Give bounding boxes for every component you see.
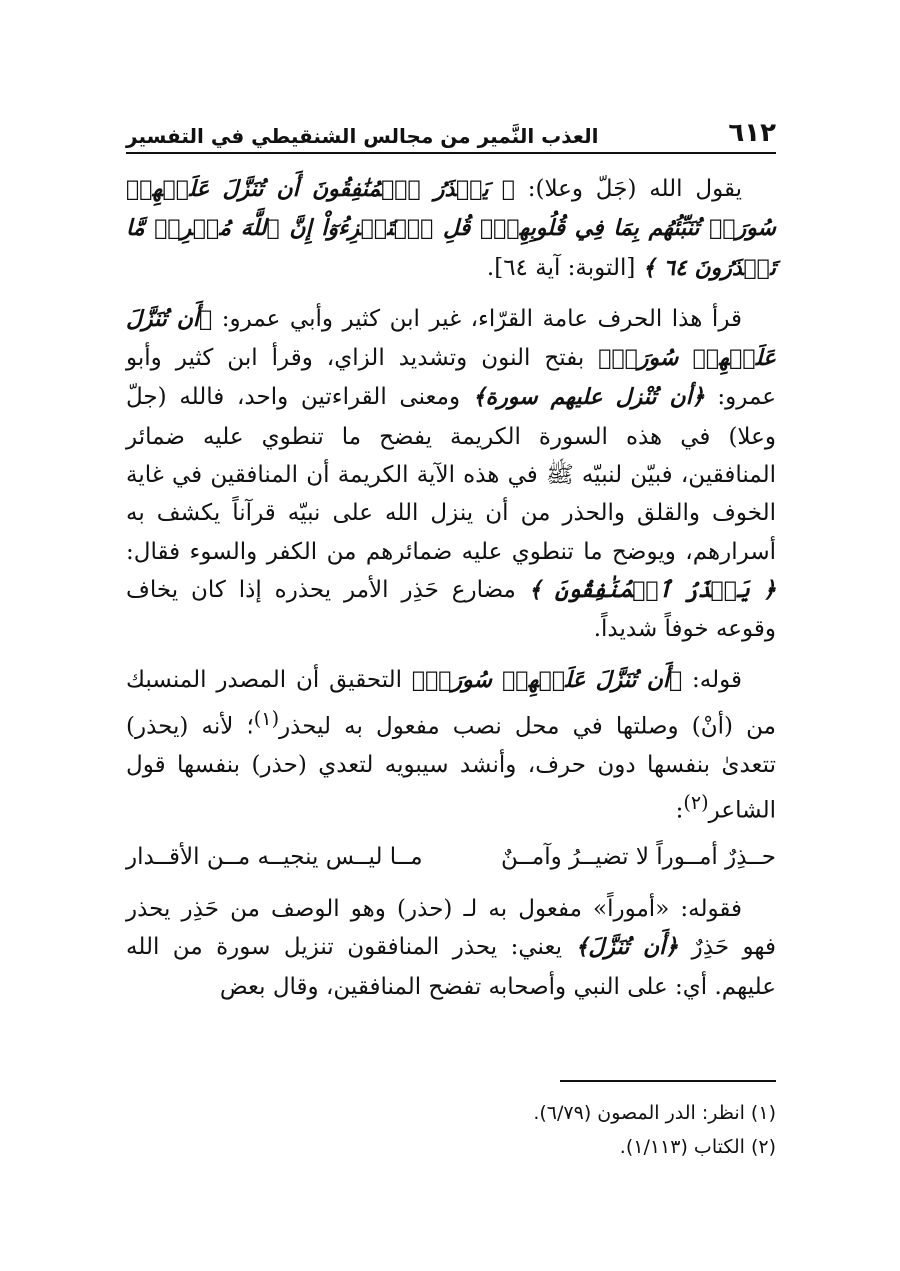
footnote-2: (٢) الكتاب (١/١١٣). bbox=[619, 1136, 776, 1158]
footnote-separator bbox=[560, 1080, 776, 1082]
paragraph-2-text-c: ومعنى القراءتين واحد، فالله (جلّ وعلا) في هذه السورة الكريمة يفضح ما تنطوي عليه ضمائر المنافقين، فبيّن لنبيّه ﷺ في هذه الآية الكريمة أن المنافقين في غاية الخوف والقلق والحذر من أن ينزل الله على نبيّه قرآناً يكشف به أسرارهم، ويوضح ما تنطوي عليه ضمائرهم من الكفر والسوء فقال: bbox=[126, 384, 776, 565]
verse-second-hemistich: مــا ليــس ينجيــه مــن الأقــدار bbox=[126, 844, 423, 871]
quran-reading-2: ﴿أن تُنْزل عليهم سورة﴾ bbox=[472, 385, 705, 411]
paragraph-3-text-c: ؛ لأنه (يحذر) تتعدىٰ بنفسها دون حرف، وأنشد سيبويه لتعدي (حذر) بنفسها قول الشاعر bbox=[126, 713, 776, 824]
verse-first-hemistich: حــذِرٌ أمــوراً لا تضيــرُ وآمــنٌ bbox=[500, 844, 776, 871]
quran-reading-1: ﴿أَن تُنَزَّلَ عَلَيۡهِمۡ سُورَةٞ﴾ bbox=[126, 306, 776, 372]
footnotes bbox=[126, 1096, 776, 1164]
verse-reference: [التوبة: آية ٦٤]. bbox=[486, 254, 643, 281]
footnote-1: (١) انظر: الدر المصون (٦/٧٩). bbox=[533, 1102, 776, 1124]
paragraph-4 bbox=[126, 890, 776, 1006]
paragraph-3 bbox=[126, 661, 776, 831]
main-text bbox=[126, 170, 776, 1006]
footnote-marker-2[interactable]: (٢) bbox=[683, 791, 709, 815]
poetry-verse bbox=[126, 838, 776, 876]
quran-quote-an-tunazzal: ﴿أَن تُنَزَّلَ﴾ bbox=[575, 935, 679, 961]
paragraph-3-text-a: قوله: bbox=[682, 666, 742, 693]
paragraph-4-text-b: يعني: يحذر المنافقون تنزيل سورة من الله عليهم. أي: على النبي وأصحابه تفضح المنافقين، وقال بعض bbox=[126, 934, 776, 1000]
quran-quote-yahdhar: ﴿ يَحۡذَرُ ٱلۡمُنَٰفِقُونَ ﴾ bbox=[528, 577, 776, 603]
paragraph-3-text-d: : bbox=[675, 797, 684, 824]
paragraph-4-text-a: فقوله: «أموراً» مفعول به لـ (حذر) وهو الوصف من حَذِر يحذر فهو حَذِرٌ bbox=[126, 896, 776, 961]
paragraph-2-text-b: بفتح النون وتشديد الزاي، وقرأ ابن كثير وأبو عمرو: bbox=[126, 345, 776, 411]
paragraph-1-intro: يقول الله (جَلّ وعلا): bbox=[514, 176, 742, 202]
paragraph-1 bbox=[126, 170, 776, 288]
quran-quote-tunazzal: ﴿أَن تُنَزَّلَ عَلَيۡهِمۡ سُورَةٞ﴾ bbox=[411, 667, 683, 693]
book-title: العذب النَّمير من مجالس الشنقيطي في التفسير bbox=[126, 124, 599, 148]
page-header bbox=[126, 108, 776, 154]
footnote-marker-1[interactable]: (١) bbox=[253, 706, 280, 730]
page-number: ٦١٢ bbox=[728, 118, 776, 148]
paragraph-3-text-b: التحقيق أن المصدر المنسبك من (أنْ) وصلتها في محل نصب مفعول به ليحذر bbox=[126, 666, 776, 740]
paragraph-2-text-a: قرأ هذا الحرف عامة القرّاء، غير ابن كثير وأبي عمرو: bbox=[212, 305, 742, 332]
paragraph-2-text-d: مضارع حَذِر الأمر يحذره إذا كان يخاف وقوعه خوفاً شديداً. bbox=[126, 576, 776, 643]
paragraph-2 bbox=[126, 300, 776, 649]
quran-verse-tawbah-64: ﴿ يَحۡذَرُ ٱلۡمُنَٰفِقُونَ أَن تُنَزَّلَ عَلَيۡهِمۡ سُورَةٞ تُنَبِّئُهُم بِمَا فِي قُلُوبِهِمۡۚ قُلِ ٱسۡتَهۡزِءُوٓاْ إِنَّ ٱللَّهَ مُخۡرِجٞ مَّا تَحۡذَرُونَ ٦٤ ﴾ bbox=[126, 177, 776, 281]
